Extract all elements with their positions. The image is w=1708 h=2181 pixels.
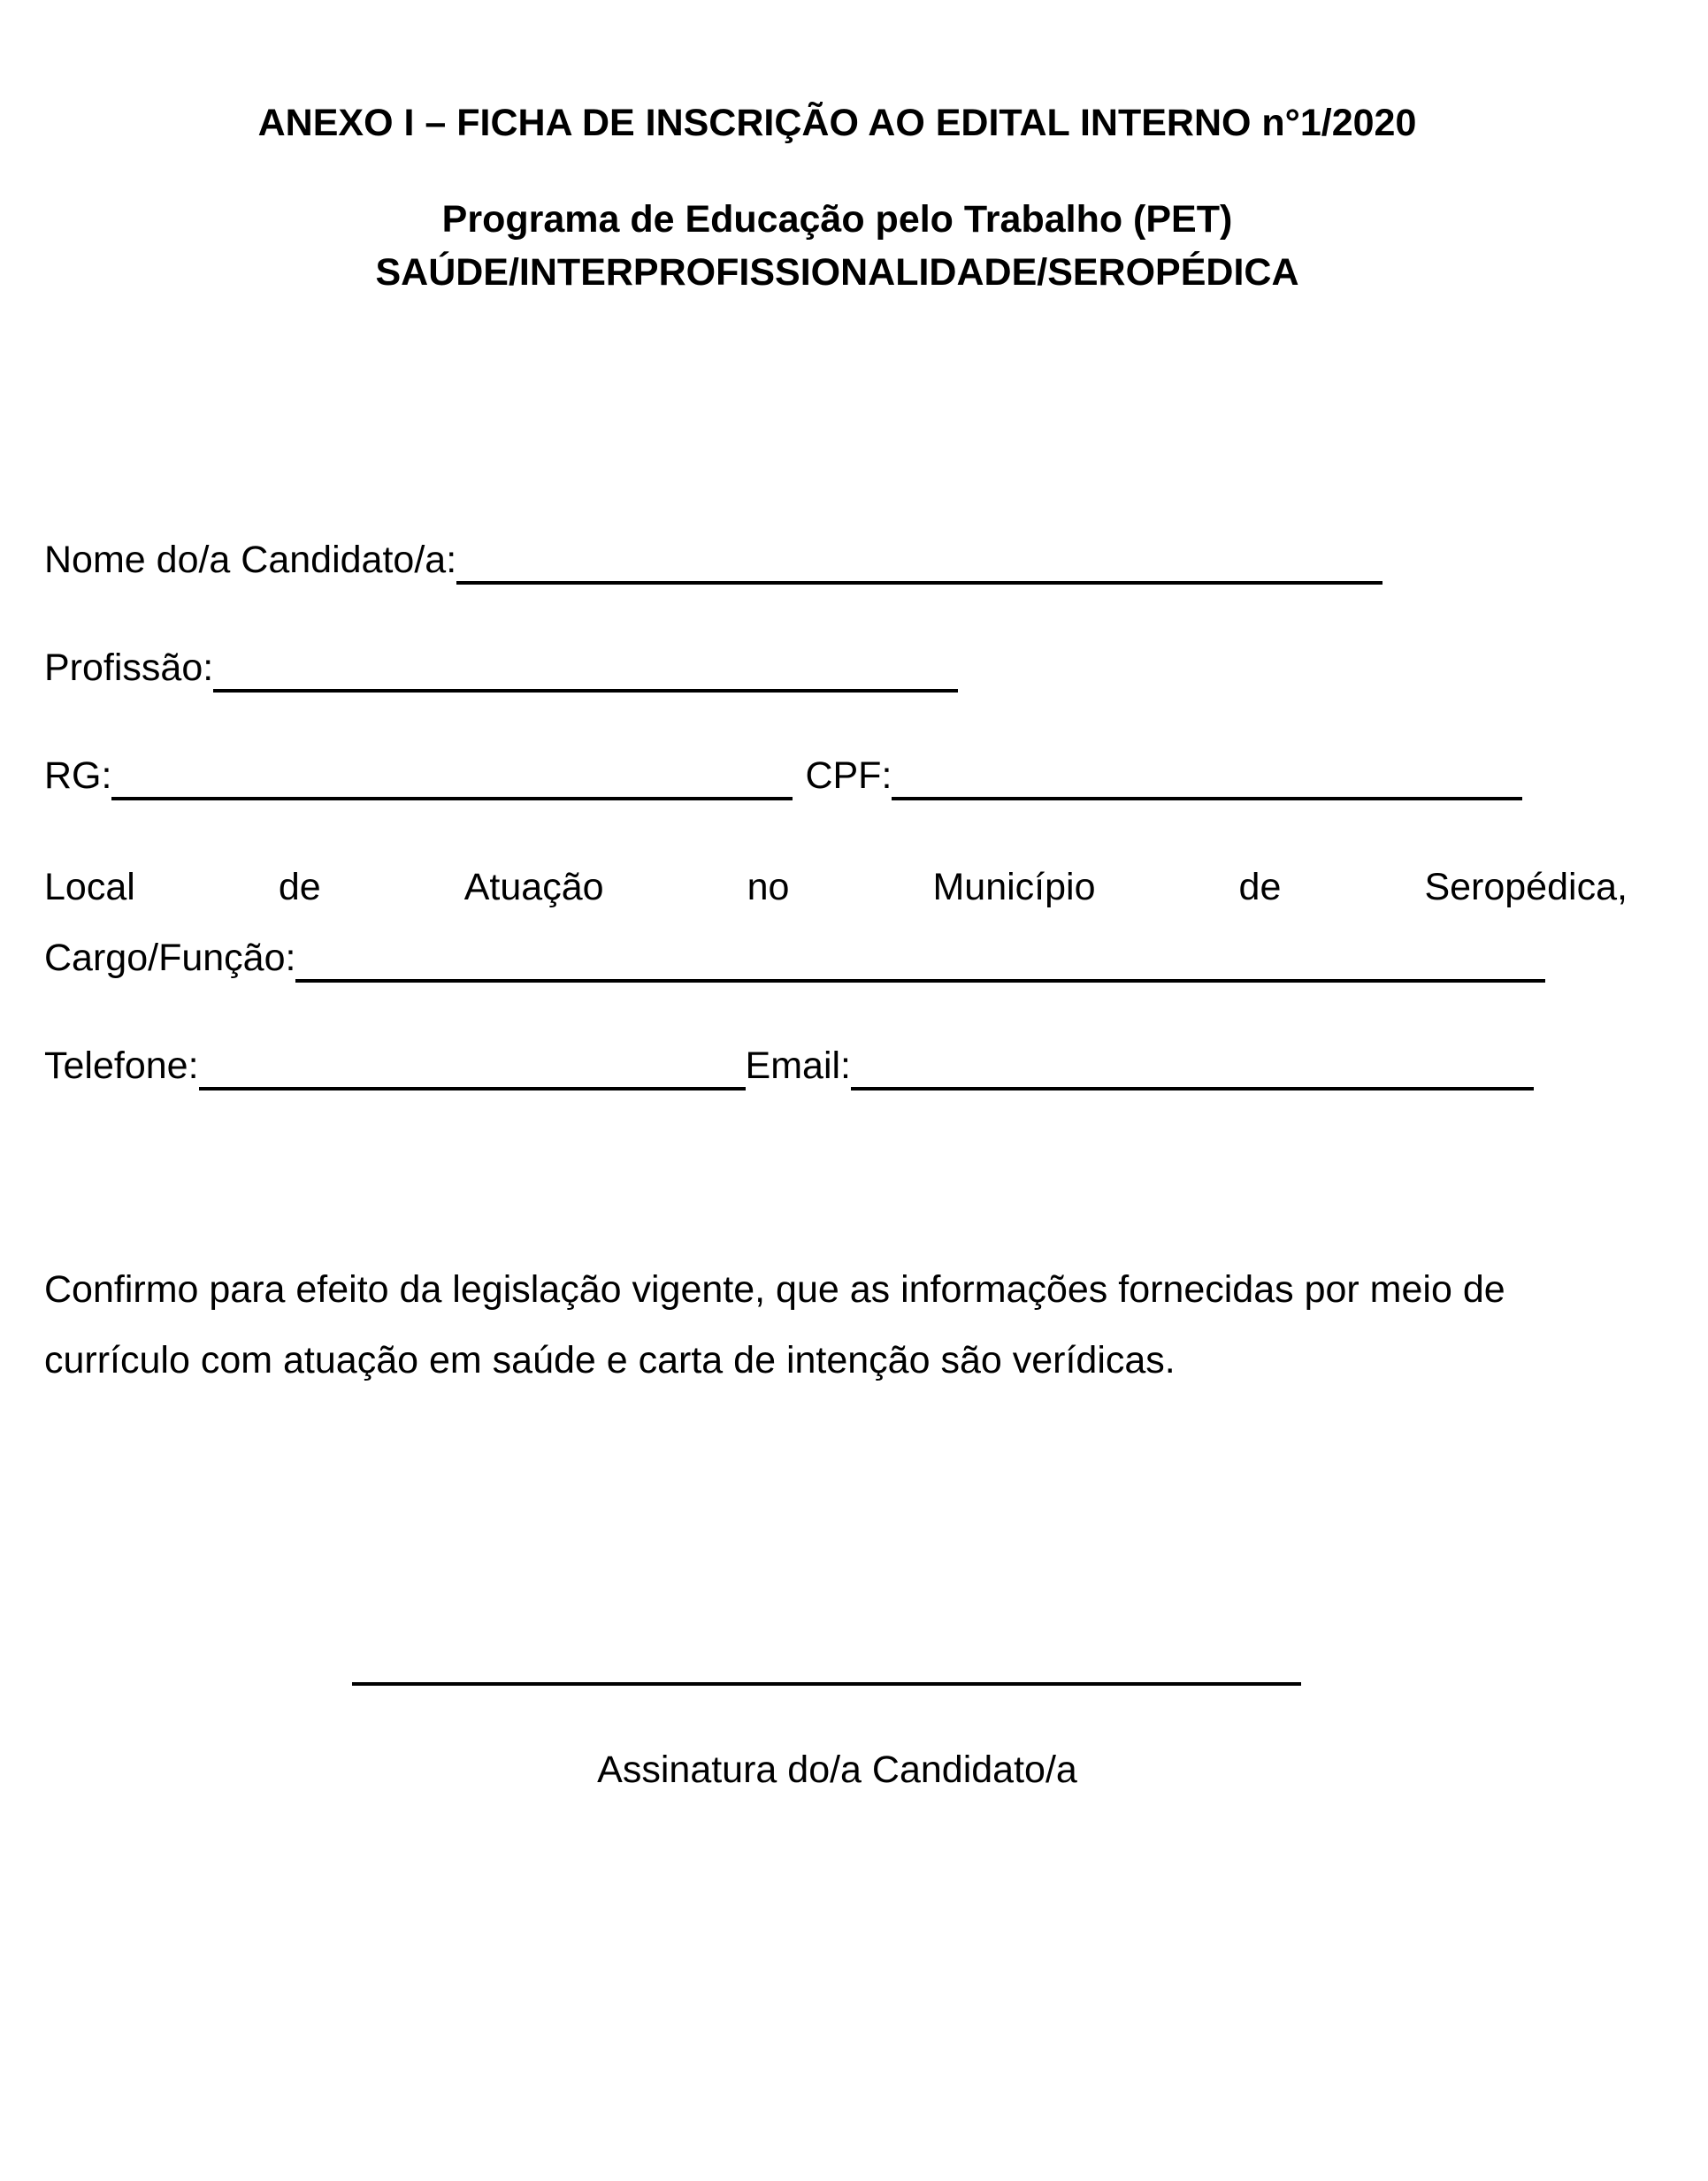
profession-label: Profissão:: [44, 647, 214, 689]
rg-label: RG:: [44, 754, 112, 797]
location-word: Seropédica,: [1424, 866, 1628, 908]
location-word: no: [747, 866, 790, 908]
location-word: Município: [932, 866, 1096, 908]
name-input-line[interactable]: [456, 546, 1382, 585]
role-field-row: [44, 939, 1545, 977]
name-field-row: [44, 541, 1382, 579]
location-word: Atuação: [463, 866, 604, 908]
cpf-input-line[interactable]: [892, 761, 1522, 800]
profession-field-row: [44, 649, 958, 687]
name-label: Nome do/a Candidato/a:: [44, 539, 457, 581]
location-line: [44, 866, 1628, 908]
signature-label: Assinatura do/a Candidato/a: [597, 1749, 1077, 1791]
program-subname: SAÚDE/INTERPROFISSIONALIDADE/SEROPÉDICA: [375, 251, 1299, 294]
location-word: Local: [44, 866, 135, 908]
cpf-label: CPF:: [805, 754, 892, 797]
program-name: Programa de Educação pelo Trabalho (PET): [441, 198, 1233, 241]
contact-field-row: [44, 1047, 1534, 1085]
role-input-line[interactable]: [295, 944, 1545, 983]
document-title: ANEXO I – FICHA DE INSCRIÇÃO AO EDITAL INTERNO n°1/2020: [257, 102, 1417, 144]
email-input-line[interactable]: [851, 1052, 1534, 1090]
declaration-text: Confirmo para efeito da legislação vigente, que as informações fornecidas por meio de currículo com atuação em saúde e carta de intenção são verídicas.: [44, 1268, 1505, 1381]
location-word: de: [1238, 866, 1282, 908]
role-label: Cargo/Função:: [44, 937, 296, 979]
signature-line[interactable]: [352, 1682, 1301, 1686]
profession-input-line[interactable]: [213, 654, 958, 693]
phone-input-line[interactable]: [199, 1052, 746, 1090]
rg-cpf-field-row: [44, 754, 1522, 797]
rg-input-line[interactable]: [111, 761, 793, 800]
phone-label: Telefone:: [44, 1045, 199, 1087]
email-label: Email:: [745, 1045, 851, 1087]
location-word: de: [278, 866, 321, 908]
